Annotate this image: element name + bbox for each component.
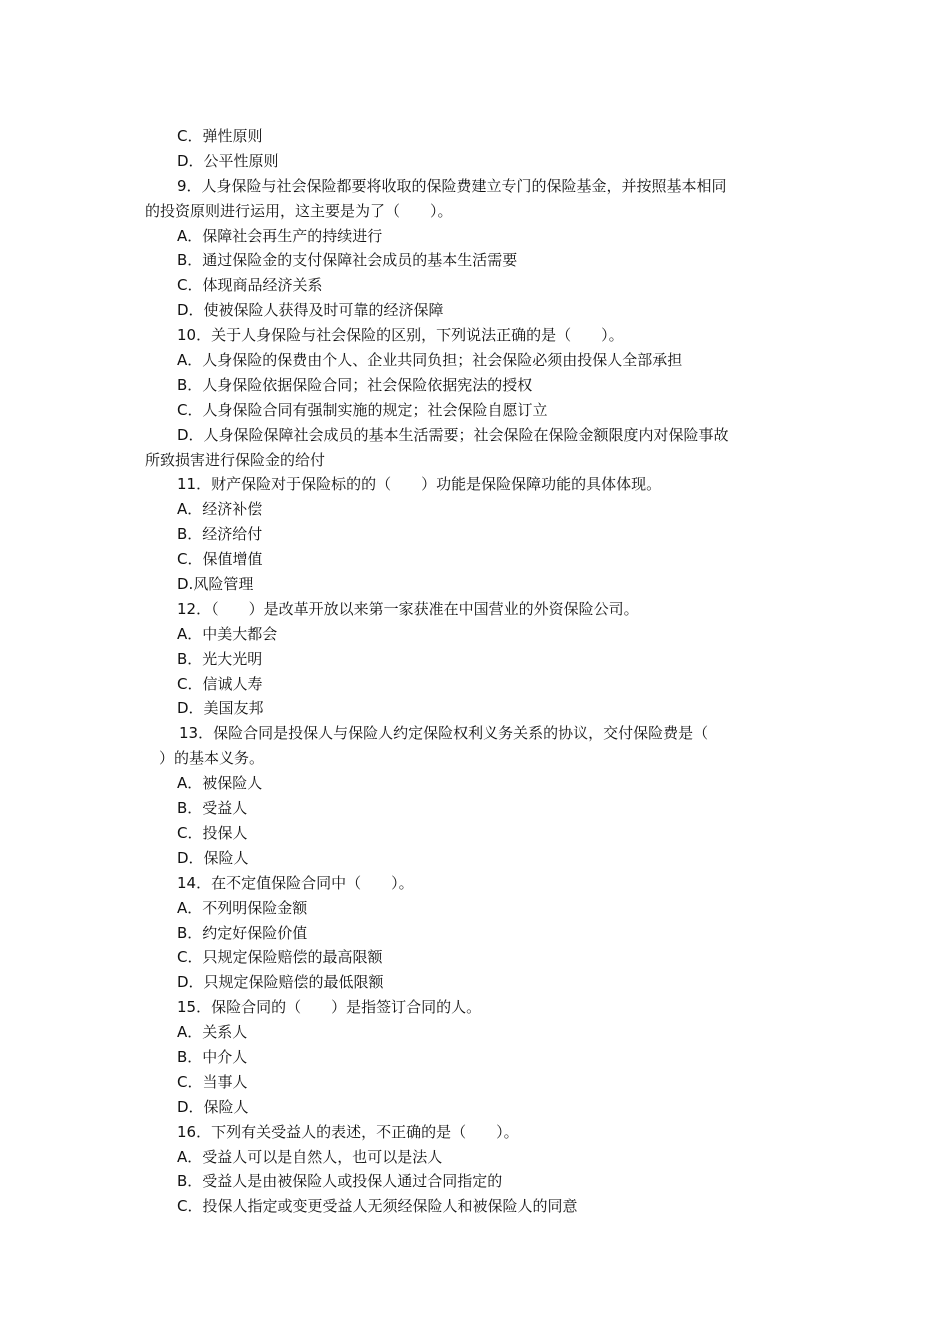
text-line: C．弹性原则 bbox=[177, 127, 263, 145]
text-line: 的投资原则进行运用，这主要是为了（ ）。 bbox=[145, 201, 453, 220]
text-line: B．人身保险依据保险合同；社会保险依据宪法的授权 bbox=[177, 375, 533, 394]
text-line: ）的基本义务。 bbox=[159, 749, 265, 768]
text-line: B．通过保险金的支付保障社会成员的基本生活需要 bbox=[177, 251, 518, 270]
text-line: D．使被保险人获得及时可靠的经济保障 bbox=[177, 301, 444, 320]
text-line: A．受益人可以是自然人，也可以是法人 bbox=[177, 1147, 443, 1166]
text-line: A．关系人 bbox=[177, 1023, 248, 1042]
text-line: C．人身保险合同有强制实施的规定；社会保险自愿订立 bbox=[177, 400, 548, 419]
text-line: D．公平性原则 bbox=[177, 151, 279, 170]
text-line: 10．关于人身保险与社会保险的区别，下列说法正确的是（ ）。 bbox=[177, 326, 624, 345]
text-line: B．中介人 bbox=[177, 1047, 248, 1066]
text-line: C．信诚人寿 bbox=[177, 674, 263, 693]
text-line: C．保值增值 bbox=[177, 550, 263, 569]
text-line: 9．人身保险与社会保险都要将收取的保险费建立专门的保险基金，并按照基本相同 bbox=[177, 176, 727, 195]
text-line: D．美国友邦 bbox=[177, 699, 264, 718]
text-line: D．人身保险保障社会成员的基本生活需要；社会保险在保险金额限度内对保险事故 bbox=[177, 425, 729, 444]
text-line: C．当事人 bbox=[177, 1072, 248, 1091]
text-line: B．经济给付 bbox=[177, 525, 263, 544]
text-line: B．受益人是由被保险人或投保人通过合同指定的 bbox=[177, 1172, 503, 1191]
text-line: 15．保险合同的（ ）是指签订合同的人。 bbox=[177, 998, 482, 1017]
text-line: A．被保险人 bbox=[177, 774, 263, 793]
text-line: D．保险人 bbox=[177, 1097, 249, 1116]
text-line: 11．财产保险对于保险标的的（ ）功能是保险保障功能的具体体现。 bbox=[177, 475, 662, 494]
text-line: D．保险人 bbox=[177, 848, 249, 867]
text-line: A．保障社会再生产的持续进行 bbox=[177, 226, 383, 245]
text-line: C．投保人指定或变更受益人无须经保险人和被保险人的同意 bbox=[177, 1197, 578, 1216]
text-line: A．中美大都会 bbox=[177, 624, 278, 643]
text-line: C．投保人 bbox=[177, 823, 248, 842]
text-line: A．经济补偿 bbox=[177, 500, 263, 519]
text-line: 所致损害进行保险金的给付 bbox=[145, 450, 326, 469]
text-line: 14．在不定值保险合同中（ ）。 bbox=[177, 873, 414, 892]
text-line: B．约定好保险价值 bbox=[177, 923, 308, 942]
text-line: A．不列明保险金额 bbox=[177, 898, 308, 917]
text-line: C．体现商品经济关系 bbox=[177, 276, 323, 295]
text-line: B．受益人 bbox=[177, 799, 248, 818]
text-line: D．只规定保险赔偿的最低限额 bbox=[177, 973, 384, 992]
text-line: 16．下列有关受益人的表述，不正确的是（ ）。 bbox=[177, 1122, 519, 1141]
document-body bbox=[145, 124, 807, 1219]
text-line: C．只规定保险赔偿的最高限额 bbox=[177, 948, 383, 967]
text-line: 12．（ ）是改革开放以来第一家获准在中国营业的外资保险公司。 bbox=[177, 599, 639, 618]
text-line: B．光大光明 bbox=[177, 649, 263, 668]
text-line: A．人身保险的保费由个人、企业共同负担；社会保险必须由投保人全部承担 bbox=[177, 351, 683, 370]
text-line: 13．保险合同是投保人与保险人约定保险权利义务关系的协议，交付保险费是（ bbox=[179, 724, 709, 743]
text-line: D.风险管理 bbox=[177, 575, 254, 594]
